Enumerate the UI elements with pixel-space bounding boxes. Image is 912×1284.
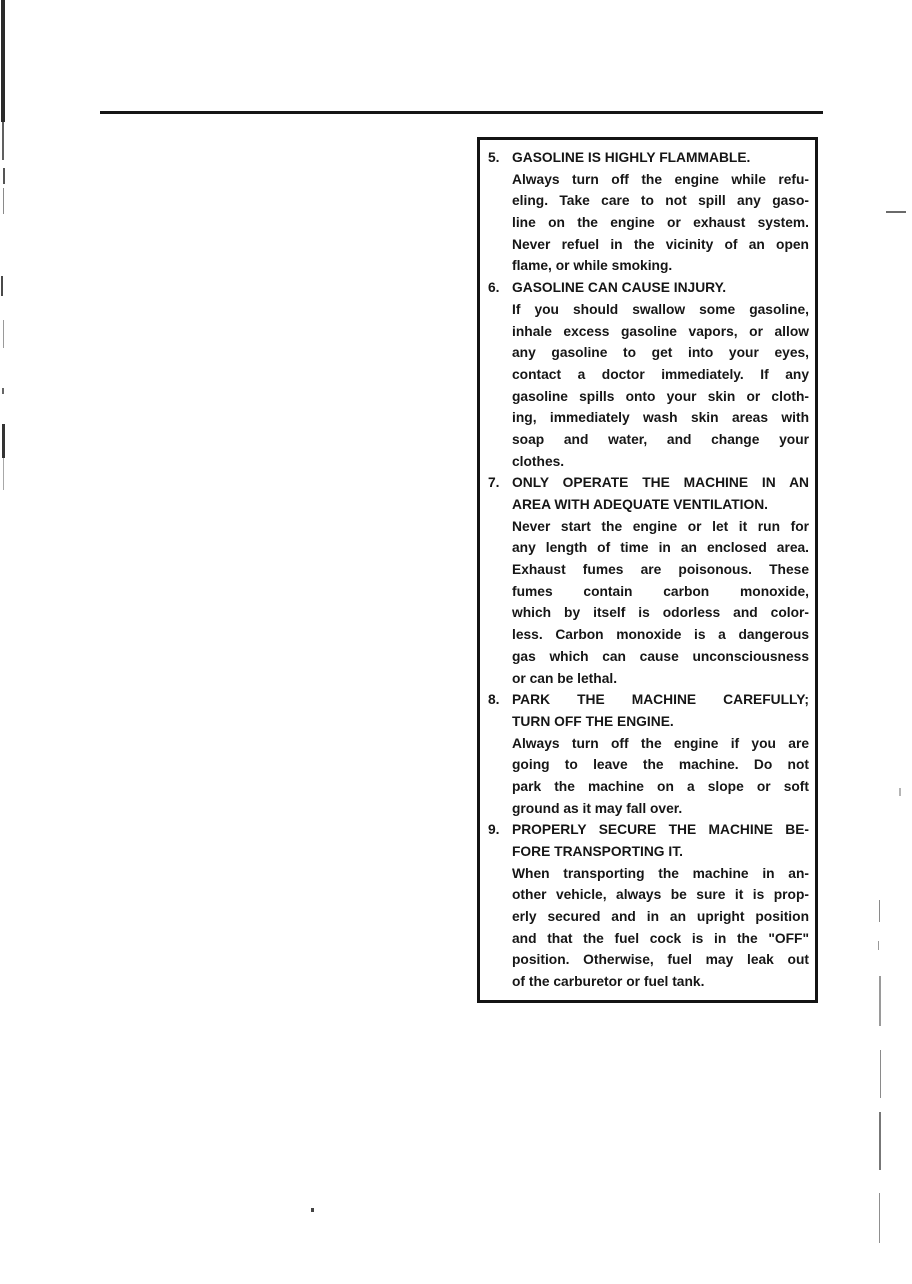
item-number: 6. <box>488 280 500 296</box>
scan-artifact-left-dash <box>2 424 5 458</box>
text-line: erly secured and in an upright position <box>512 909 809 925</box>
text-line: soap and water, and change your <box>512 431 809 447</box>
text-line: gasoline spills onto your skin or cloth- <box>512 388 809 404</box>
text-line: which by itself is odorless and color- <box>512 605 809 621</box>
scan-artifact-left-dash <box>3 188 4 214</box>
text-line: fumes contain carbon monoxide, <box>512 583 809 599</box>
warning-item <box>487 819 809 993</box>
item-body <box>512 863 809 993</box>
text-line: position. Otherwise, fuel may leak out <box>512 952 809 968</box>
text-line: and that the fuel cock is in the "OFF" <box>512 930 809 946</box>
text-line: ing, immediately wash skin areas with <box>512 410 809 426</box>
text-line: PARK THE MACHINE CAREFULLY; <box>512 692 809 708</box>
text-line: FORE TRANSPORTING IT. <box>512 844 683 859</box>
text-line: TURN OFF THE ENGINE. <box>512 713 674 729</box>
scan-artifact-left-bar <box>1 0 5 122</box>
item-number: 5. <box>488 150 500 165</box>
scan-artifact-right-dash <box>879 1193 880 1243</box>
item-heading <box>512 819 809 862</box>
text-line: any gasoline to get into your eyes, <box>512 345 809 361</box>
warning-item <box>487 472 809 689</box>
text-line: or can be lethal. <box>512 670 618 686</box>
warning-item <box>487 147 809 277</box>
text-line: eling. Take care to not spill any gaso- <box>512 193 809 209</box>
text-line: flame, or while smoking. <box>512 258 673 274</box>
item-body <box>512 733 809 820</box>
item-body <box>512 169 809 277</box>
text-line: gas which can cause unconsciousness <box>512 648 809 664</box>
item-body <box>512 516 809 690</box>
header-rule <box>100 111 823 114</box>
text-line: any length of time in an enclosed area. <box>512 540 809 556</box>
item-heading <box>512 689 809 732</box>
scan-artifact-left-dash <box>1 276 3 296</box>
scan-artifact-right-dash <box>879 1112 881 1170</box>
text-line: Never start the engine or let it run for <box>512 518 809 534</box>
scan-artifact-left-fade <box>2 122 4 160</box>
item-heading <box>512 472 809 515</box>
text-line: park the machine on a slope or soft <box>512 778 809 794</box>
scan-artifact-right-dash <box>880 1050 881 1098</box>
scan-artifact-left-dash <box>3 168 5 184</box>
text-line: If you should swallow some gasoline, <box>512 301 809 317</box>
scan-artifact-left-dash <box>3 320 4 348</box>
text-line: less. Carbon monoxide is a dangerous <box>512 627 809 643</box>
scan-artifact-right-speck <box>899 788 901 796</box>
warning-item <box>487 277 809 472</box>
item-heading <box>512 277 809 299</box>
scan-artifact-right-dash <box>886 211 906 213</box>
text-line: Exhaust fumes are poisonous. These <box>512 562 809 578</box>
text-line: AREA WITH ADEQUATE VENTILATION. <box>512 497 768 512</box>
item-body <box>512 299 809 473</box>
text-line: other vehicle, always be sure it is prop- <box>512 887 809 903</box>
text-line: inhale excess gasoline vapors, or allow <box>512 323 809 339</box>
text-line: going to leave the machine. Do not <box>512 757 809 773</box>
scan-artifact-bottom-dot <box>311 1208 314 1212</box>
warning-list <box>487 147 809 993</box>
scan-artifact-right-dash <box>878 941 879 950</box>
scan-artifact-right-dash <box>879 976 881 1026</box>
text-line: contact a doctor immediately. If any <box>512 366 809 382</box>
scan-artifact-right-dash <box>879 900 880 922</box>
text-line: ground as it may fall over. <box>512 800 683 816</box>
text-line: line on the engine or exhaust system. <box>512 215 809 231</box>
warning-item <box>487 689 809 819</box>
text-line: Always turn off the engine while refu- <box>512 171 809 187</box>
item-number: 7. <box>488 475 500 491</box>
text-line: ONLY OPERATE THE MACHINE IN AN <box>512 475 809 491</box>
text-line: of the carburetor or fuel tank. <box>512 974 705 990</box>
safety-warning-box <box>477 137 818 1003</box>
text-line: When transporting the machine in an- <box>512 865 809 881</box>
scan-artifact-left-dash <box>3 458 4 490</box>
text-line: PROPERLY SECURE THE MACHINE BE- <box>512 822 809 838</box>
item-number: 9. <box>488 822 500 838</box>
text-line: GASOLINE IS HIGHLY FLAMMABLE. <box>512 150 751 165</box>
item-heading <box>512 147 809 169</box>
text-line: clothes. <box>512 453 565 469</box>
item-number: 8. <box>488 692 500 708</box>
text-line: Never refuel in the vicinity of an open <box>512 236 809 252</box>
text-line: GASOLINE CAN CAUSE INJURY. <box>512 280 727 296</box>
scan-artifact-left-dash <box>2 388 4 394</box>
text-line: Always turn off the engine if you are <box>512 735 809 751</box>
